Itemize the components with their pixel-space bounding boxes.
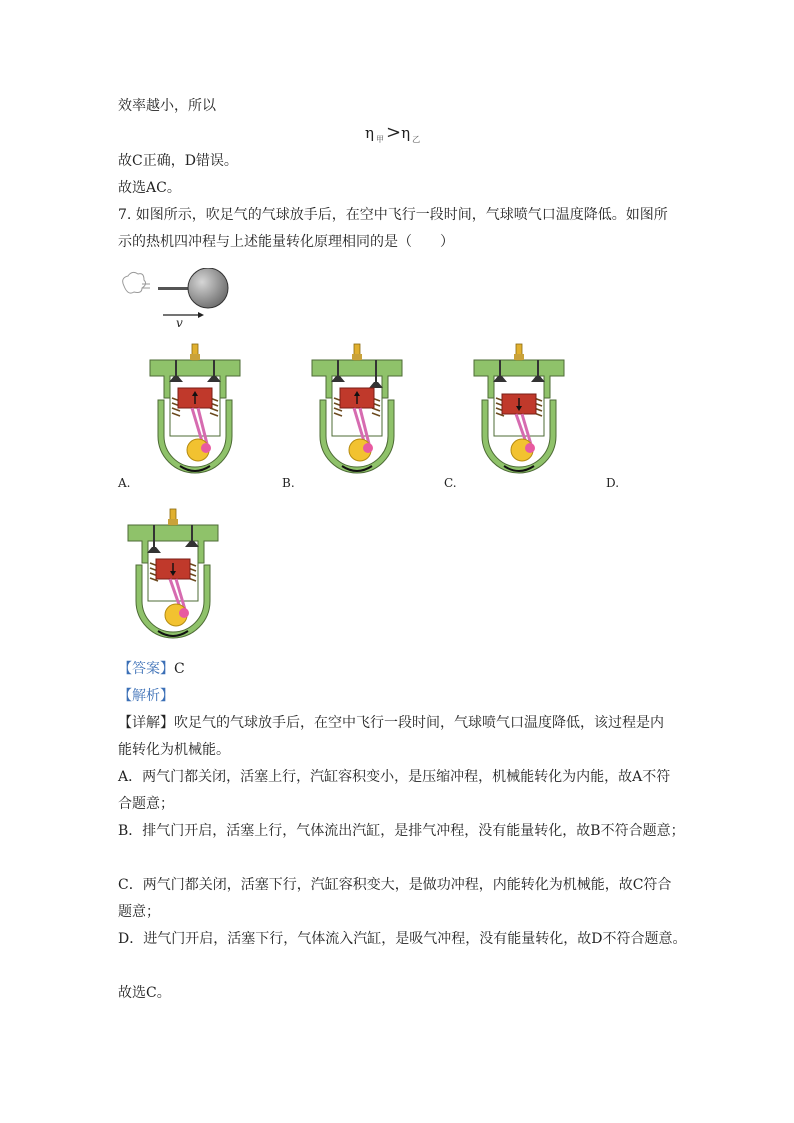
- text-line: 故C正确，D错误。: [118, 153, 238, 169]
- engine-option-a: [140, 338, 250, 488]
- greater-than: >: [386, 122, 402, 143]
- eta-symbol: η: [401, 124, 411, 142]
- answer-line: [118, 659, 185, 679]
- question-7-line2: 示的热机四冲程与上述能量转化原理相同的是（ ）: [118, 234, 454, 250]
- option-a-explanation-cont: 合题意；: [118, 796, 174, 812]
- detail-line2: 能转化为机械能。: [118, 742, 230, 758]
- final-answer: 故选C。: [118, 985, 171, 1001]
- subscript-jia: 甲: [376, 135, 384, 144]
- option-label-d: D.: [606, 476, 620, 490]
- option-d-explanation: D．进气门开启，活塞下行，气体流入汽缸，是吸气冲程，没有能量转化，故D不符合题意。: [118, 931, 687, 947]
- option-label-b: B.: [282, 476, 295, 490]
- balloon-figure: [118, 268, 233, 330]
- eta-symbol: η: [365, 124, 374, 142]
- engine-option-d: [118, 503, 228, 653]
- analysis-tag: 【解析】: [118, 688, 174, 704]
- spark-plug-base: [514, 354, 524, 360]
- balloon-nozzle: [158, 287, 192, 290]
- answer-value: C: [174, 661, 185, 677]
- crank-pin: [179, 608, 189, 618]
- velocity-label: v: [176, 316, 183, 330]
- text-line: 故选AC。: [118, 180, 181, 196]
- air-puff-icon: [123, 272, 146, 293]
- answer-tag: 【答案】: [118, 661, 174, 677]
- detail-text: 吹足气的气球放手后，在空中飞行一段时间，气球喷气口温度降低，该过程是内: [174, 715, 664, 731]
- engine-option-b: [302, 338, 412, 488]
- detail-line1: [118, 713, 664, 733]
- balloon-icon: [188, 268, 228, 308]
- option-c-explanation-cont: 题意；: [118, 904, 160, 920]
- crank-pin: [201, 443, 211, 453]
- crank-pin: [363, 443, 373, 453]
- spark-plug-base: [168, 519, 178, 525]
- text-line: 效率越小，所以: [118, 98, 216, 114]
- spark-plug-base: [352, 354, 362, 360]
- option-b-explanation: B．排气门开启，活塞上行，气体流出汽缸，是排气冲程，没有能量转化，故B不符合题意；: [118, 823, 685, 839]
- option-label-a: A.: [118, 476, 131, 490]
- detail-tag: 【详解】: [118, 715, 174, 731]
- option-a-explanation: A．两气门都关闭，活塞上行，汽缸容积变小，是压缩冲程，机械能转化为内能，故A不符: [118, 769, 671, 785]
- efficiency-formula: [365, 122, 422, 145]
- option-c-explanation: C．两气门都关闭，活塞下行，汽缸容积变大，是做功冲程，内能转化为机械能，故C符合: [118, 877, 672, 893]
- option-label-c: C.: [444, 476, 457, 490]
- subscript-yi: 乙: [412, 135, 421, 144]
- crank-pin: [525, 443, 535, 453]
- engine-option-c: [464, 338, 574, 488]
- spark-plug-base: [190, 354, 200, 360]
- question-7-line1: 7. 如图所示，吹足气的气球放手后，在空中飞行一段时间，气球喷气口温度降低。如图所: [118, 207, 668, 223]
